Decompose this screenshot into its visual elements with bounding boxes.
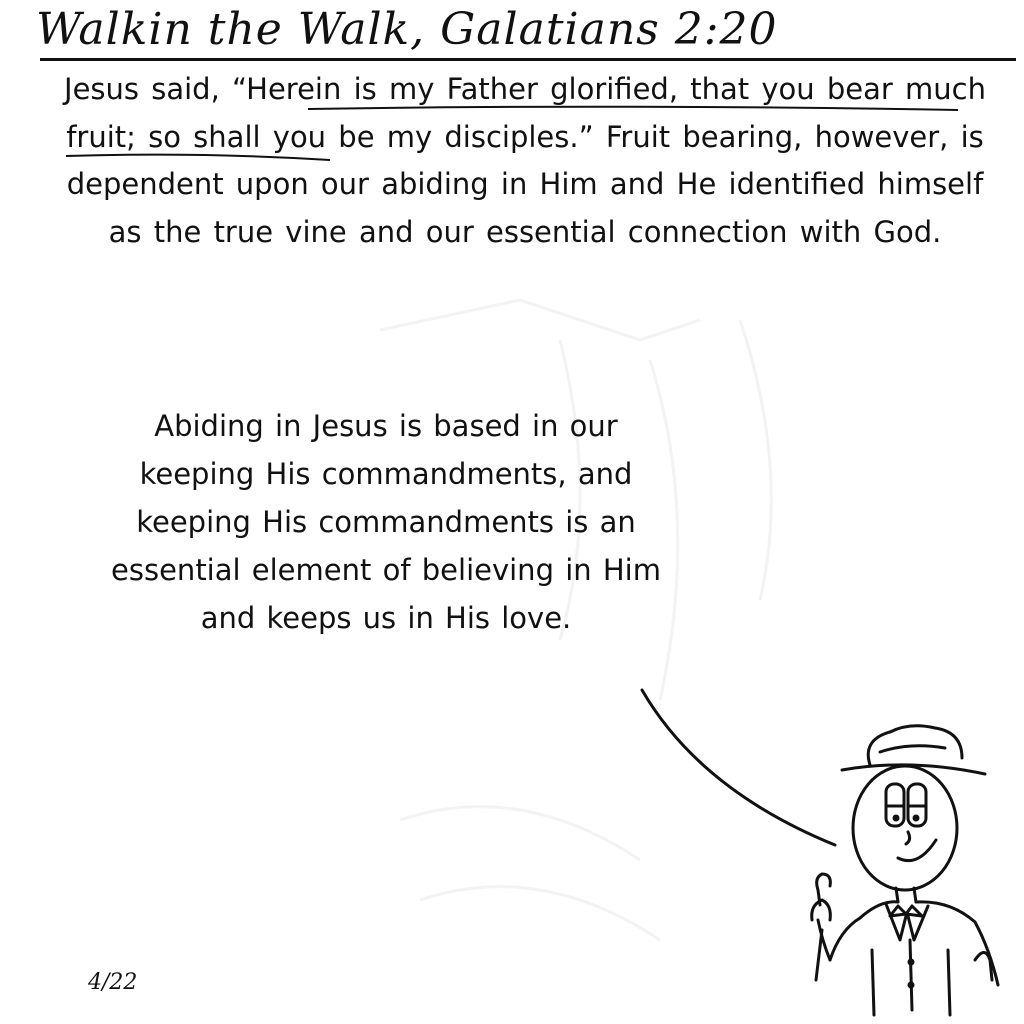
cartoon-man-illustration [620, 680, 1024, 1024]
page-title: Walkin the Walk, Galatians 2:20 [36, 4, 778, 55]
abiding-paragraph: Abiding in Jesus is based in our keeping His commandments, and keeping His commandments is an essential element of believing in Him and keeps us in His love. [111, 409, 661, 635]
title-underline [40, 58, 1016, 61]
speech-pointer-line [642, 690, 835, 845]
page-number: 4/22 [88, 970, 138, 995]
intro-paragraph: Jesus said, “Herein is my Father glorified, that you bear much fruit; so shall you be my disciples.” Fruit bearing, however, is dependent upon our abiding in Him and He identified himself as the true vine and our essential connection with God. [64, 72, 986, 249]
